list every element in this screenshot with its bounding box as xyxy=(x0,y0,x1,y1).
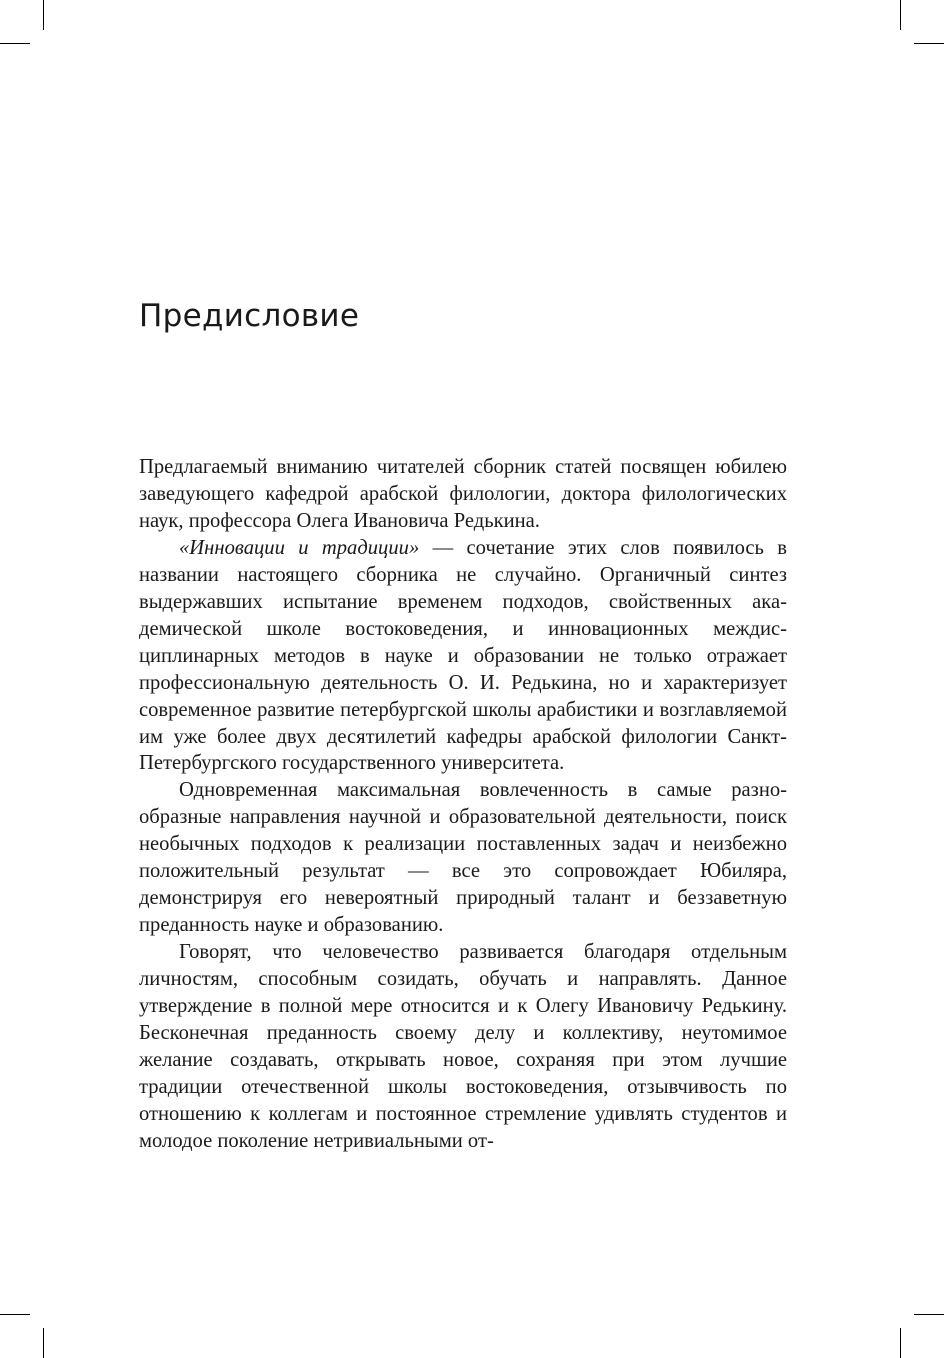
crop-mark-bottom-right-horizontal xyxy=(914,1314,944,1315)
body-text xyxy=(139,454,787,1155)
crop-mark-bottom-left-horizontal xyxy=(0,1314,30,1315)
crop-mark-top-right-horizontal xyxy=(914,43,944,44)
paragraph-4: Говорят, что человечество развивается благодаря отдельным личностям, способным созидать, обучать и направлять. Данное утверждение в полной мере относится и к Олегу Ивановичу Редькину. Бесконечная преданность своему делу и коллективу, неутомимое желание создавать, открывать новое, сохраняя при этом лучшие традиции отечественной школы востоковедения, отзывчивость по отношению к коллегам и постоянное стремление удивлять студентов и молодое поколение нетривиальными от- xyxy=(139,941,787,1152)
crop-mark-top-left-horizontal xyxy=(0,43,30,44)
crop-mark-bottom-left-vertical xyxy=(43,1328,44,1358)
paragraph-1: Предлагаемый вниманию читателей сборник статей посвящен юбилею заведующего кафедрой арабской филологии, доктора филологических наук, профессора Олега Ивановича Редькина. xyxy=(139,456,787,532)
paragraph-2 xyxy=(139,535,787,778)
crop-mark-top-left-vertical xyxy=(43,0,44,30)
crop-mark-bottom-right-vertical xyxy=(900,1328,901,1358)
page-title: Предисловие xyxy=(139,298,360,334)
crop-mark-top-right-vertical xyxy=(900,0,901,30)
italic-lead: «Инновации и традиции» xyxy=(179,536,420,559)
paragraph-2-text: — сочетание этих слов появилось в названии настоящего сборника не случайно. Органичный синтез выдержавших испытание временем подходов, свойственных академической школе востоковедения, и инновационных междисциплинарных методов в науке и образовании не только отражает профессиональную деятельность О. И. Редькина, но и характеризует современное развитие петербургской школы арабистики и возглавляемой им уже более двух десятилетий кафедры арабской филологии Санкт-Петербургского государственного университета. xyxy=(139,536,787,775)
paragraph-3: Одновременная максимальная вовлеченность в самые разнообразные направления научной и образовательной деятельности, поиск необычных подходов к реализации поставленных задач и неизбежно положительный результат — все это сопровождает Юбиляра, демонстрируя его невероятный природный талант и беззаветную преданность науке и образованию. xyxy=(139,779,787,937)
